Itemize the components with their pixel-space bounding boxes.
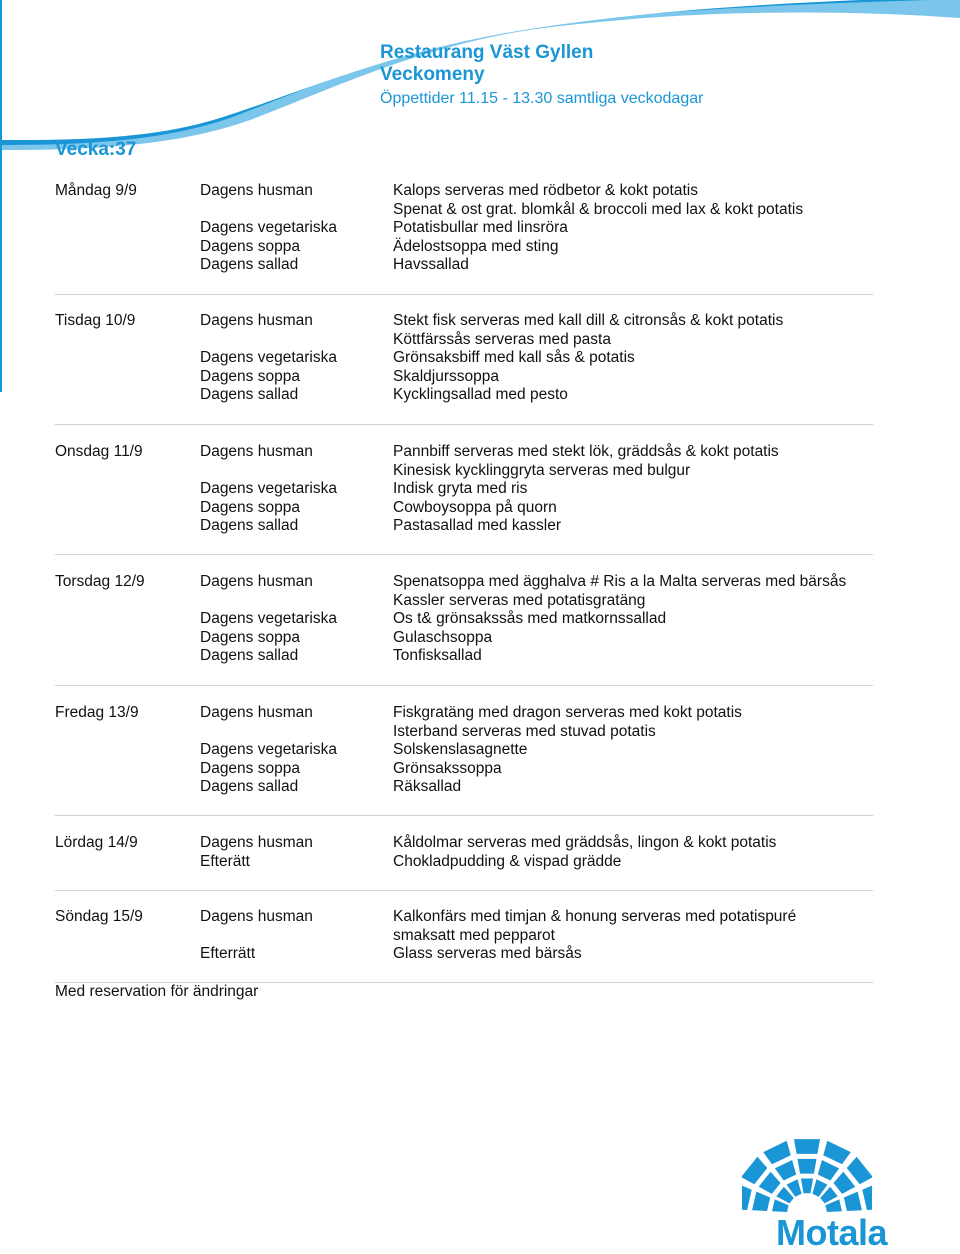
logo-ray bbox=[742, 1184, 752, 1210]
dish-description: Glass serveras med bärsås bbox=[393, 945, 582, 963]
menu-row bbox=[55, 741, 873, 760]
day-label: Tisdag 10/9 bbox=[55, 312, 136, 329]
day-label: Torsdag 12/9 bbox=[55, 573, 145, 590]
menu-subtitle: Veckomeny bbox=[380, 64, 485, 85]
dish-description: Tonfisksallad bbox=[393, 647, 482, 665]
dish-description: Havssallad bbox=[393, 256, 469, 274]
menu-row bbox=[55, 647, 873, 666]
section-divider bbox=[55, 424, 873, 425]
menu-row bbox=[55, 760, 873, 779]
dish-description: Spenatsoppa med ägghalva # Ris a la Malta serveras med bärsås bbox=[393, 573, 847, 590]
logo-ray bbox=[801, 1179, 813, 1194]
day-label: Söndag 15/9 bbox=[55, 908, 143, 925]
dish-category: Dagens vegetariska bbox=[200, 610, 337, 628]
dish-description: Grönsaksbiff med kall sås & potatis bbox=[393, 349, 635, 367]
dish-description: Köttfärssås serveras med pasta bbox=[393, 330, 611, 348]
dish-category: Dagens soppa bbox=[200, 237, 300, 255]
logo-ray bbox=[794, 1139, 820, 1154]
day-label: Måndag 9/9 bbox=[55, 182, 137, 199]
dish-description: Isterband serveras med stuvad potatis bbox=[393, 722, 656, 740]
logo-ray bbox=[752, 1192, 770, 1211]
logo-ray bbox=[818, 1160, 839, 1180]
dish-description: Kinesisk kycklinggryta serveras med bulgur bbox=[393, 461, 691, 479]
menu-row bbox=[55, 592, 873, 611]
menu-row bbox=[55, 182, 873, 201]
menu-row bbox=[55, 462, 873, 481]
logo-ray bbox=[833, 1172, 855, 1194]
dish-description: Pastasallad med kassler bbox=[393, 517, 561, 535]
section-divider bbox=[55, 554, 873, 555]
dish-category: Dagens husman bbox=[200, 704, 313, 721]
dish-description: Cowboysoppa på quorn bbox=[393, 498, 557, 516]
section-divider bbox=[55, 815, 873, 816]
menu-row bbox=[55, 704, 873, 723]
logo-ray bbox=[847, 1157, 872, 1185]
menu-row bbox=[55, 443, 873, 462]
dish-category: Dagens soppa bbox=[200, 367, 300, 385]
logo-ray bbox=[742, 1157, 767, 1185]
menu-row bbox=[55, 945, 873, 964]
menu-row bbox=[55, 629, 873, 648]
menu-row bbox=[55, 201, 873, 220]
restaurant-name: Restaurang Väst Gyllen bbox=[380, 42, 594, 63]
dish-category: Dagens sallad bbox=[200, 647, 299, 665]
day-block bbox=[55, 573, 873, 666]
dish-category: Dagens vegetariska bbox=[200, 741, 337, 759]
menu-row bbox=[55, 331, 873, 350]
dish-description: Ädelostsoppa med sting bbox=[393, 237, 559, 255]
dish-description: Kalops serveras med rödbetor & kokt potatis bbox=[393, 182, 698, 199]
dish-category: Dagens husman bbox=[200, 312, 313, 329]
day-block bbox=[55, 908, 873, 964]
logo-ray bbox=[759, 1172, 781, 1194]
menu-row bbox=[55, 368, 873, 387]
menu-row bbox=[55, 480, 873, 499]
menu-row bbox=[55, 834, 873, 853]
dish-category: Dagens sallad bbox=[200, 778, 299, 796]
section-divider bbox=[55, 685, 873, 686]
dish-category: Dagens sallad bbox=[200, 256, 299, 274]
logo-ray bbox=[844, 1192, 862, 1211]
dish-category: Dagens soppa bbox=[200, 759, 300, 777]
dish-category: Dagens vegetariska bbox=[200, 480, 337, 498]
dish-description: Kycklingsallad med pesto bbox=[393, 386, 568, 404]
motala-logo-text: Motala bbox=[776, 1212, 888, 1253]
dish-description: Kåldolmar serveras med gräddsås, lingon & kokt potatis bbox=[393, 834, 777, 851]
menu-row bbox=[55, 573, 873, 592]
section-divider bbox=[55, 294, 873, 295]
dish-description: Pannbiff serveras med stekt lök, gräddsås & kokt potatis bbox=[393, 443, 779, 460]
menu-row bbox=[55, 386, 873, 405]
dish-description: Indisk gryta med ris bbox=[393, 480, 528, 498]
dish-category: Efterrätt bbox=[200, 945, 256, 963]
dish-description: Gulaschsoppa bbox=[393, 628, 493, 646]
dish-description: Stekt fisk serveras med kall dill & citronsås & kokt potatis bbox=[393, 312, 784, 329]
menu-row bbox=[55, 927, 873, 946]
dish-category: Dagens soppa bbox=[200, 628, 300, 646]
dish-description: Fiskgratäng med dragon serveras med kokt potatis bbox=[393, 704, 742, 721]
dish-category: Dagens husman bbox=[200, 908, 313, 925]
dish-description: Kassler serveras med potatisgratäng bbox=[393, 591, 646, 609]
dish-description: Solskenslasagnette bbox=[393, 741, 528, 759]
menu-row bbox=[55, 723, 873, 742]
menu-header bbox=[380, 42, 703, 109]
day-label: Fredag 13/9 bbox=[55, 704, 139, 721]
dish-description: Räksallad bbox=[393, 778, 462, 796]
dish-category: Efterätt bbox=[200, 852, 250, 870]
dish-description: smaksatt med pepparot bbox=[393, 926, 555, 944]
day-block bbox=[55, 182, 873, 275]
dish-category: Dagens sallad bbox=[200, 386, 299, 404]
week-label: Vecka:37 bbox=[55, 139, 137, 160]
dish-category: Dagens sallad bbox=[200, 517, 299, 535]
dish-category: Dagens husman bbox=[200, 182, 313, 199]
dish-category: Dagens soppa bbox=[200, 498, 300, 516]
opening-hours: Öppettider 11.15 - 13.30 samtliga veckodagar bbox=[380, 90, 704, 107]
menu-row bbox=[55, 238, 873, 257]
menu-row bbox=[55, 312, 873, 331]
motala-sun-logo-icon bbox=[742, 1135, 872, 1215]
logo-ray bbox=[862, 1184, 872, 1210]
logo-ray bbox=[775, 1160, 796, 1180]
dish-description: Skaldjurssoppa bbox=[393, 367, 499, 385]
logo-ray bbox=[823, 1141, 851, 1164]
menu-row bbox=[55, 256, 873, 275]
dish-category: Dagens husman bbox=[200, 834, 313, 851]
menu-row bbox=[55, 908, 873, 927]
menu-row bbox=[55, 853, 873, 872]
dish-category: Dagens vegetariska bbox=[200, 349, 337, 367]
day-block bbox=[55, 312, 873, 405]
dish-description: Chokladpudding & vispad grädde bbox=[393, 852, 622, 870]
dish-description: Kalkonfärs med timjan & honung serveras med potatispuré bbox=[393, 908, 797, 925]
dish-description: Os t& grönsakssås med matkornssallad bbox=[393, 610, 667, 628]
dish-description: Grönsakssoppa bbox=[393, 759, 502, 777]
menu-row bbox=[55, 349, 873, 368]
dish-description: Spenat & ost grat. blomkål & broccoli med lax & kokt potatis bbox=[393, 200, 804, 218]
logo-ray bbox=[797, 1159, 816, 1174]
dish-category: Dagens vegetariska bbox=[200, 219, 337, 237]
day-block bbox=[55, 443, 873, 536]
logo-ray bbox=[763, 1141, 791, 1164]
menu-row bbox=[55, 517, 873, 536]
menu-row bbox=[55, 610, 873, 629]
section-divider bbox=[55, 890, 873, 891]
dish-description: Potatisbullar med linsröra bbox=[393, 219, 568, 237]
disclaimer-text: Med reservation för ändringar bbox=[55, 983, 259, 1000]
day-block bbox=[55, 704, 873, 797]
menu-row bbox=[55, 778, 873, 797]
day-label: Onsdag 11/9 bbox=[55, 443, 143, 460]
day-block bbox=[55, 834, 873, 871]
menu-row bbox=[55, 499, 873, 518]
dish-category: Dagens husman bbox=[200, 573, 313, 590]
day-label: Lördag 14/9 bbox=[55, 834, 138, 851]
menu-row bbox=[55, 219, 873, 238]
dish-category: Dagens husman bbox=[200, 443, 313, 460]
